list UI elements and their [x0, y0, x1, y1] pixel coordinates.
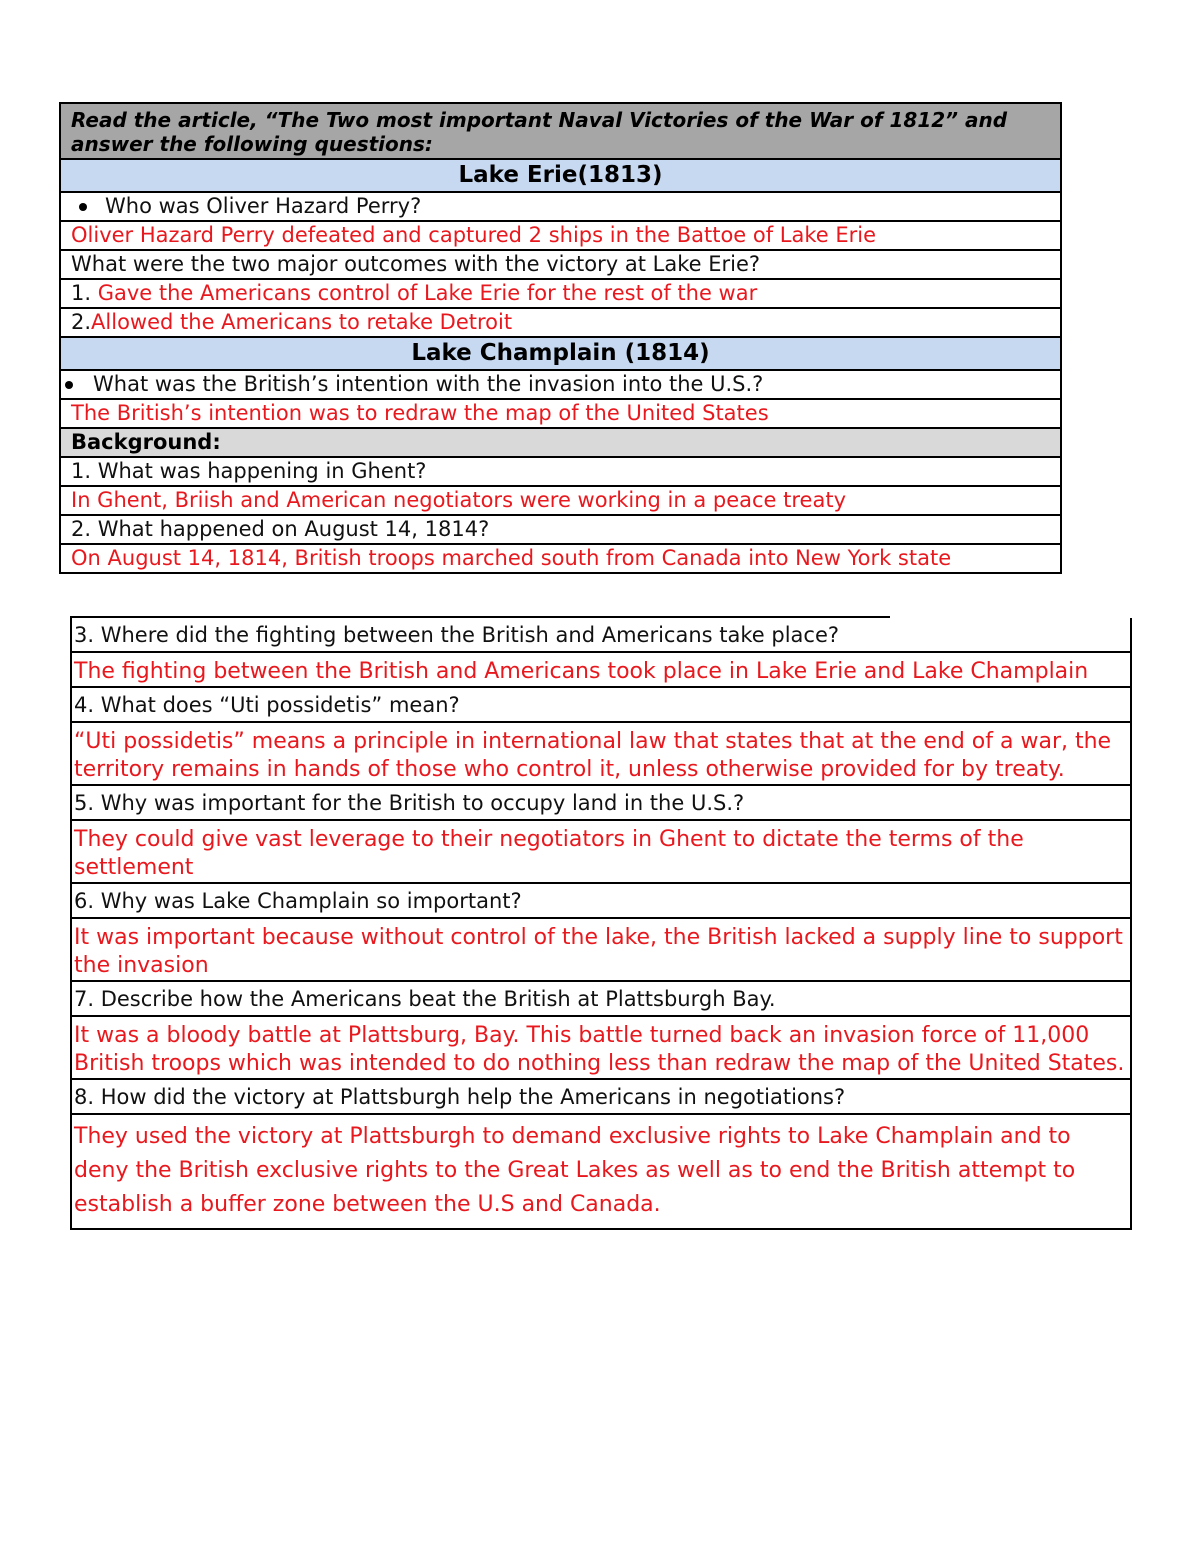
- answer-outcome-2: [61, 309, 1060, 338]
- question-text: What was the British’s intention with the invasion into the U.S.?: [93, 372, 764, 396]
- answer-5: They could give vast leverage to their negotiators in Ghent to dictate the terms of the settlement: [72, 821, 1130, 884]
- instructions: Read the article, “The Two most important Naval Victories of the War of 1812” and answer the following questions:: [61, 104, 1060, 160]
- question-5: 5. Why was important for the British to occupy land in the U.S.?: [72, 786, 1130, 821]
- answer-6: It was important because without control of the lake, the British lacked a supply line to support the invasion: [72, 919, 1130, 982]
- answer-4: “Uti possidetis” means a principle in international law that states that at the end of a war, the territory remains in hands of those who control it, unless otherwise provided for by treaty.: [72, 723, 1130, 786]
- question-ghent: 1. What was happening in Ghent?: [61, 458, 1060, 487]
- answer-ghent: In Ghent, Briish and American negotiators were working in a peace treaty: [61, 487, 1060, 516]
- question-british-intention: [61, 371, 1060, 400]
- answer-perry: Oliver Hazard Perry defeated and captured 2 ships in the Battoe of Lake Erie: [61, 222, 1060, 251]
- answer-text: Allowed the Americans to retake Detroit: [91, 310, 513, 334]
- answer-3: The fighting between the British and Americans took place in Lake Erie and Lake Champlain: [72, 653, 1130, 688]
- answer-outcome-1: [61, 280, 1060, 309]
- question-3: 3. Where did the fighting between the British and Americans take place?: [72, 618, 1130, 653]
- question-perry: [61, 193, 1060, 222]
- question-6: 6. Why was Lake Champlain so important?: [72, 884, 1130, 919]
- section-heading-lake-erie: Lake Erie(1813): [61, 160, 1060, 193]
- question-4: 4. What does “Uti possidetis” mean?: [72, 688, 1130, 723]
- list-number: 1.: [71, 281, 98, 305]
- question-text: Who was Oliver Hazard Perry?: [105, 194, 422, 218]
- question-august-14: 2. What happened on August 14, 1814?: [61, 516, 1060, 545]
- answer-7: It was a bloody battle at Plattsburg, Bay. This battle turned back an invasion force of 11,000 British troops which was intended to do nothing less than redraw the map of the United States.: [72, 1017, 1130, 1080]
- answer-british-intention: The British’s intention was to redraw the map of the United States: [61, 400, 1060, 429]
- answer-8: They used the victory at Plattsburgh to demand exclusive rights to Lake Champlain and to deny the British exclusive rights to the Great Lakes as well as to end the British attempt to establish a buffer zone between the U.S and Canada.: [74, 1124, 1076, 1217]
- question-8: 8. How did the victory at Plattsburgh help the Americans in negotiations?: [72, 1080, 1130, 1115]
- worksheet-table-1: [59, 102, 1062, 574]
- bullet-icon: [79, 203, 87, 211]
- background-label: Background:: [61, 429, 1060, 458]
- question-outcomes: What were the two major outcomes with the victory at Lake Erie?: [61, 251, 1060, 280]
- question-7: 7. Describe how the Americans beat the British at Plattsburgh Bay.: [72, 982, 1130, 1017]
- worksheet-table-2: [70, 618, 1132, 1230]
- bullet-icon: [65, 381, 73, 389]
- answer-august-14: On August 14, 1814, British troops marched south from Canada into New York state: [71, 546, 952, 570]
- section-heading-lake-champlain: Lake Champlain (1814): [61, 338, 1060, 371]
- list-number: 2.: [71, 310, 92, 334]
- answer-text: Gave the Americans control of Lake Erie for the rest of the war: [97, 281, 758, 305]
